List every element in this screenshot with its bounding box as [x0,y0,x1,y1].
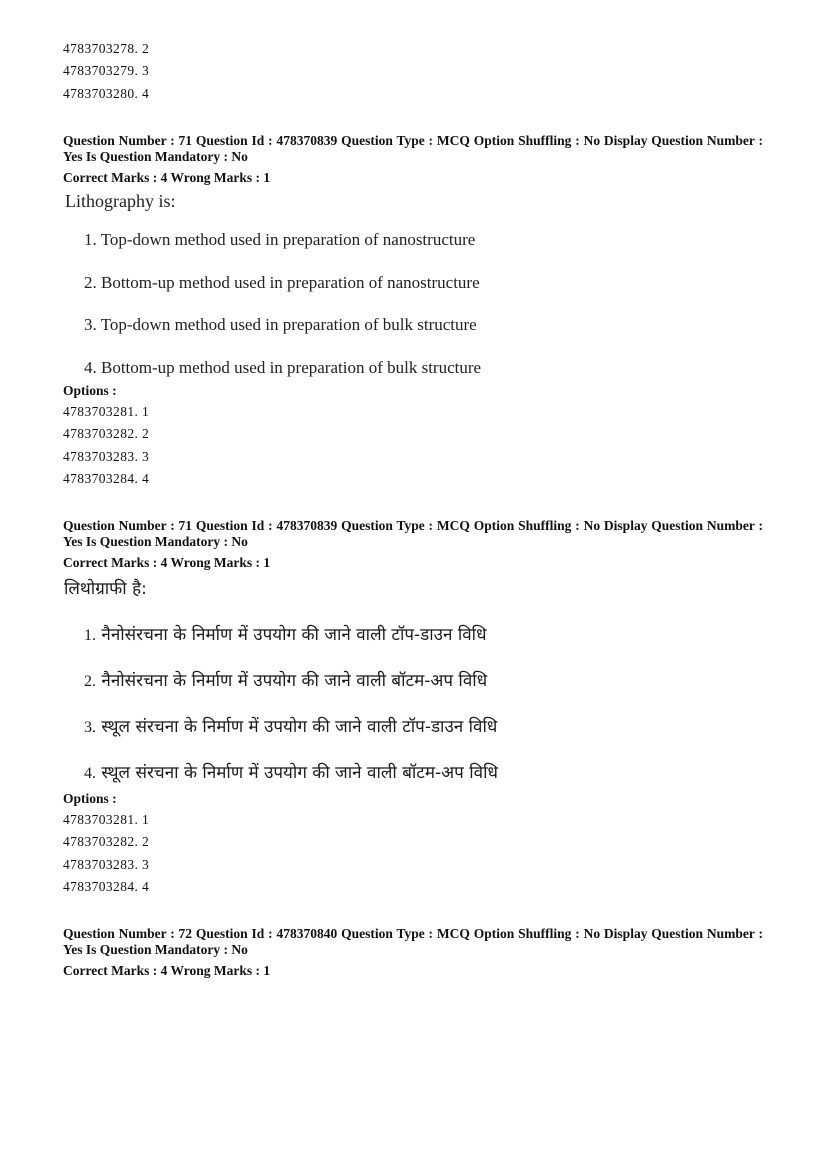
answer-choice-hindi [84,624,487,647]
marks-line: Correct Marks : 4 Wrong Marks : 1 [63,170,271,185]
options-label: Options : [63,383,117,398]
choice-number: 2. [84,673,96,690]
choice-number: 1. [84,627,96,644]
answer-choice: 4. Bottom-up method used in preparation of bulk structure [84,358,482,377]
option-id-line: 4783703284. 4 [63,879,150,894]
question-stem-hindi: लिथोग्राफी है: [64,579,147,599]
choice-text: स्थूल संरचना के निर्माण में उपयोग की जाने वाली टॉप-डाउन विधि [101,717,498,737]
choice-text: नैनोसंरचना के निर्माण में उपयोग की जाने वाली बॉटम-अप विधि [101,671,488,691]
option-id-line: 4783703284. 4 [63,471,150,486]
option-id-line: 4783703279. 3 [63,63,150,78]
marks-line: Correct Marks : 4 Wrong Marks : 1 [63,963,271,978]
option-id-line: 4783703281. 1 [63,812,150,827]
option-id-line: 4783703280. 4 [63,86,150,101]
answer-choice: 2. Bottom-up method used in preparation of nanostructure [84,273,480,292]
answer-choice: 3. Top-down method used in preparation of bulk structure [84,315,477,334]
choice-number: 4. [84,765,96,782]
question-stem: Lithography is: [65,191,176,211]
option-id-line: 4783703283. 3 [63,857,150,872]
option-id-line: 4783703283. 3 [63,449,150,464]
answer-choice: 1. Top-down method used in preparation of nanostructure [84,230,476,249]
options-label: Options : [63,791,117,806]
answer-choice-hindi [84,762,498,785]
choice-number: 3. [84,719,96,736]
question-header: Question Number : 71 Question Id : 478370839 Question Type : MCQ Option Shuffling : No Display Question Number : Yes Is Question Mandatory : No [63,518,763,549]
question-header: Question Number : 72 Question Id : 478370840 Question Type : MCQ Option Shuffling : No Display Question Number : Yes Is Question Mandatory : No [63,926,763,957]
option-id-line: 4783703281. 1 [63,404,150,419]
question-header: Question Number : 71 Question Id : 478370839 Question Type : MCQ Option Shuffling : No Display Question Number : Yes Is Question Mandatory : No [63,133,763,164]
option-id-line: 4783703282. 2 [63,834,150,849]
option-id-line: 4783703278. 2 [63,41,150,56]
choice-text: नैनोसंरचना के निर्माण में उपयोग की जाने वाली टॉप-डाउन विधि [101,625,487,645]
choice-text: स्थूल संरचना के निर्माण में उपयोग की जाने वाली बॉटम-अप विधि [101,763,498,783]
answer-choice-hindi [84,670,487,693]
answer-choice-hindi [84,716,497,739]
option-id-line: 4783703282. 2 [63,426,150,441]
marks-line: Correct Marks : 4 Wrong Marks : 1 [63,555,271,570]
